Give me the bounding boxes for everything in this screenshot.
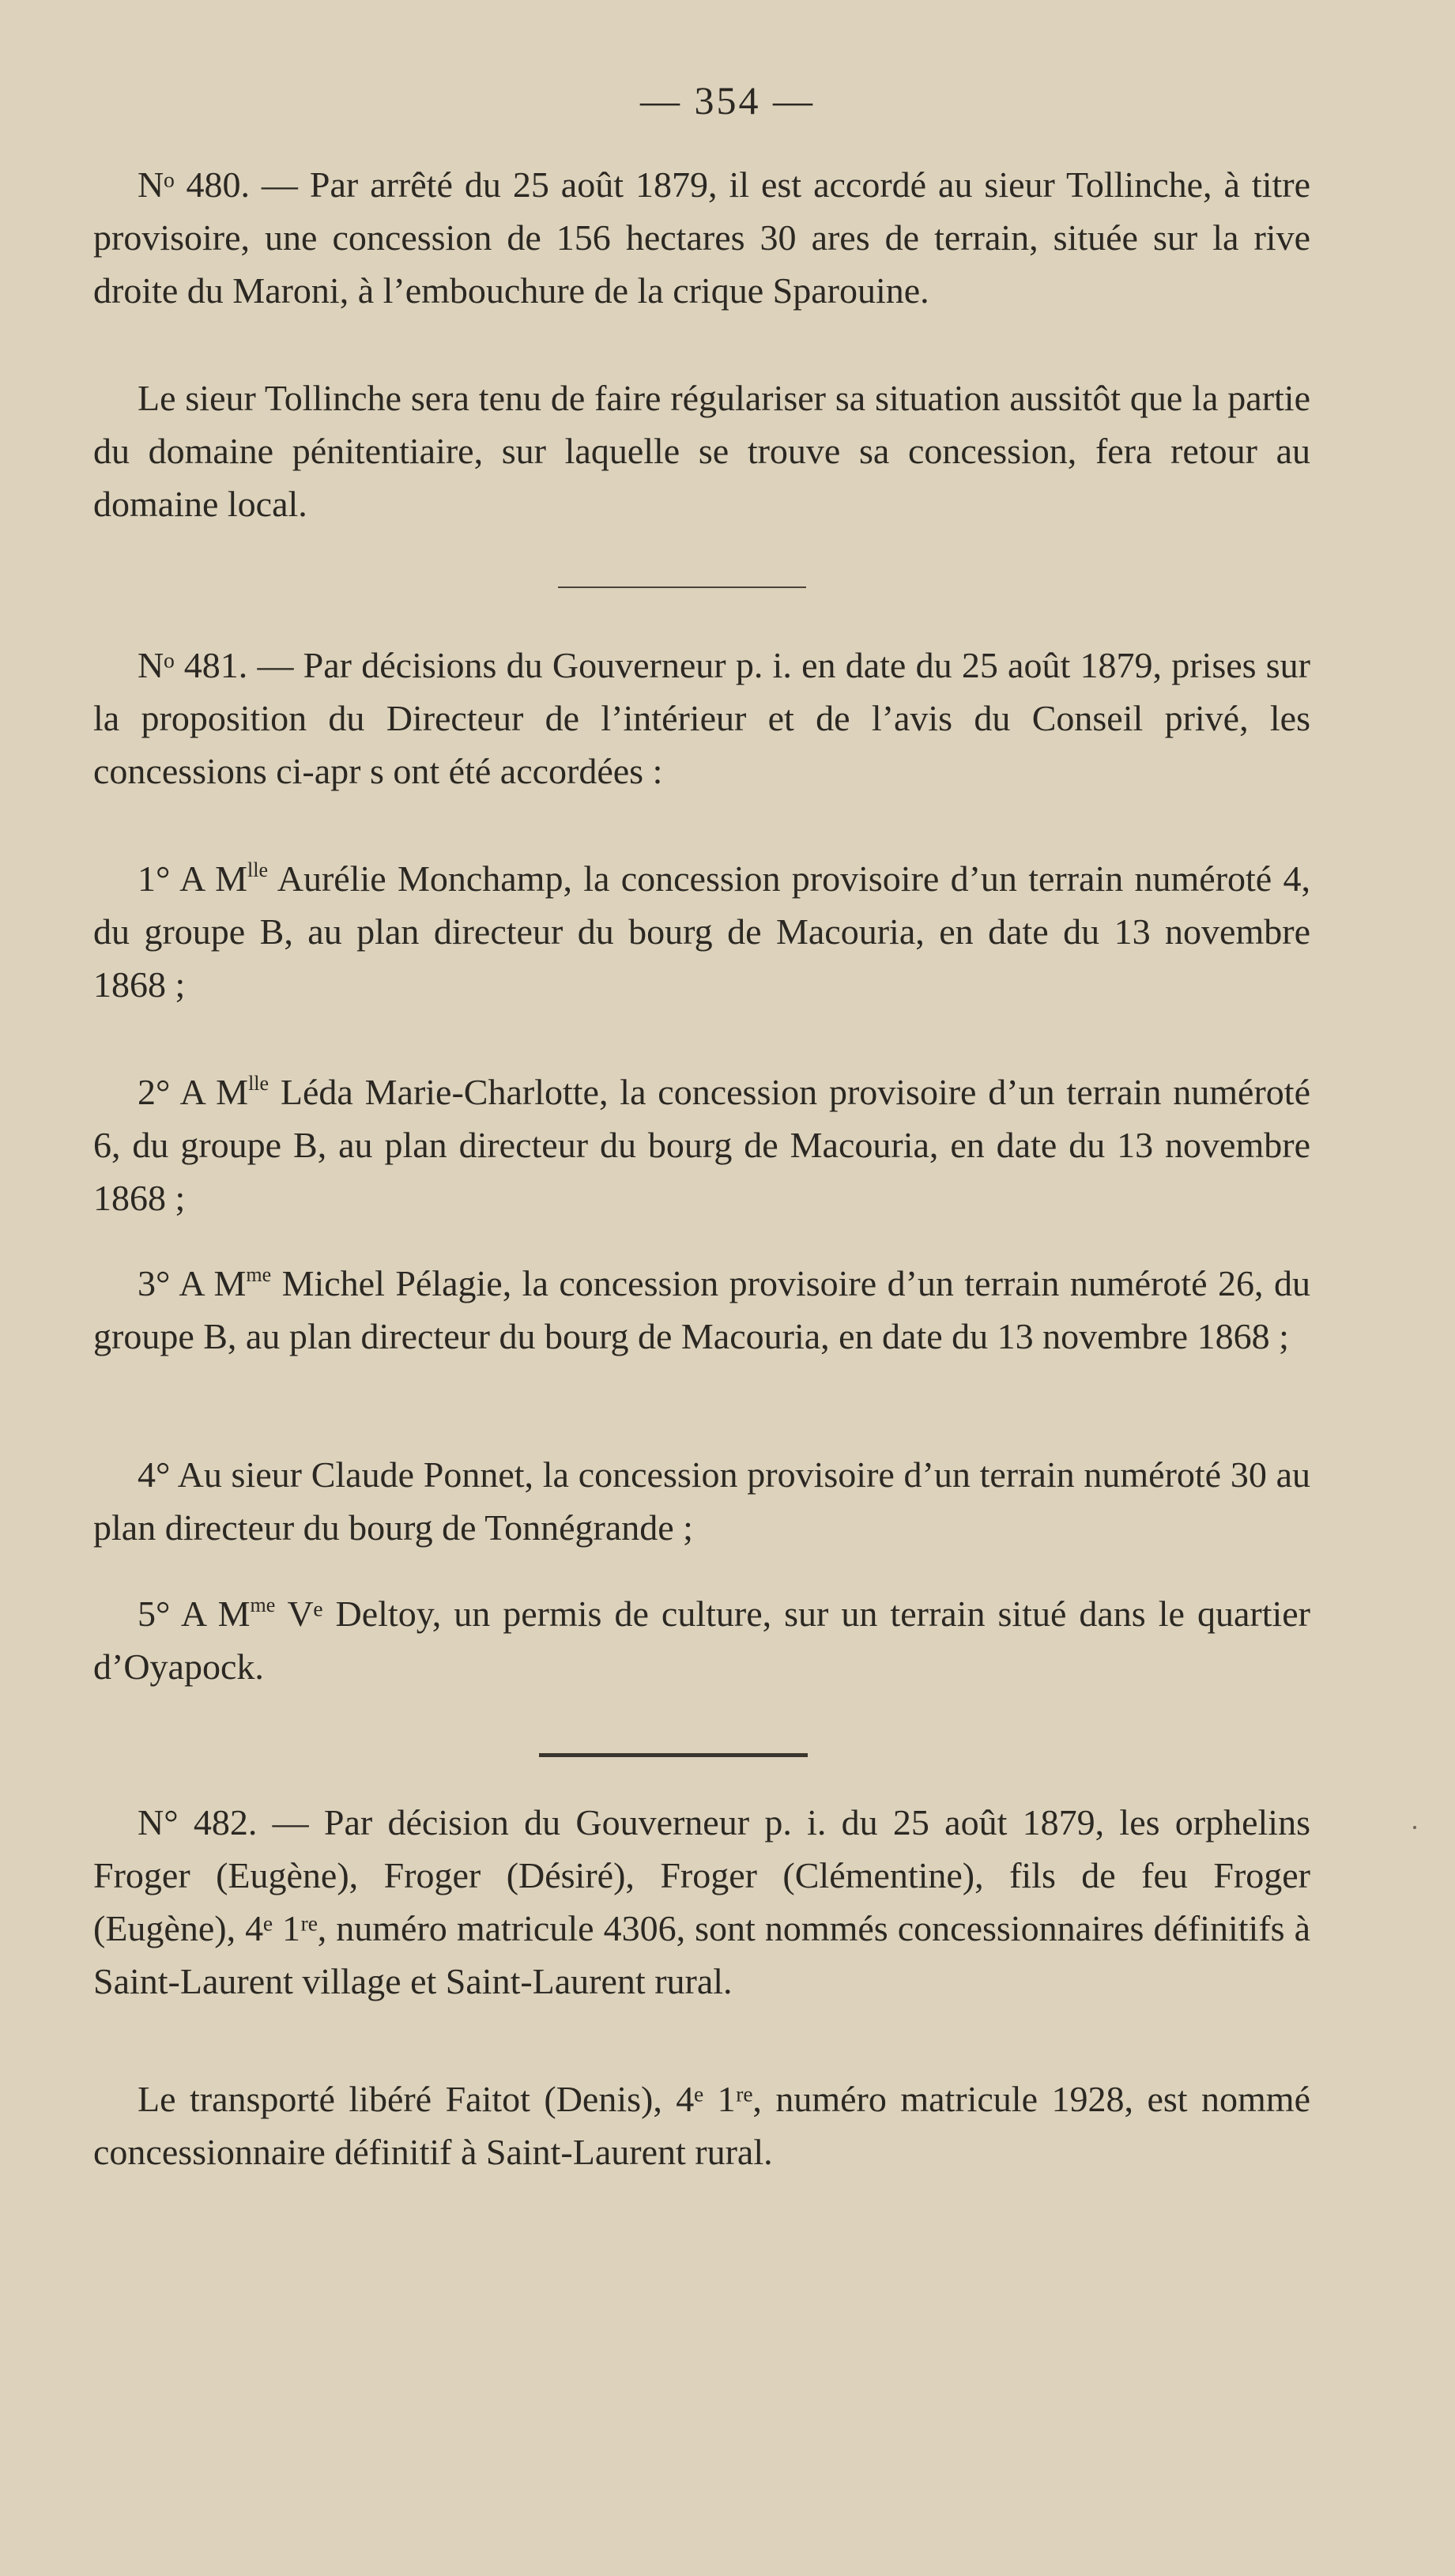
notice-480-paragraph: Nᵒ 480. — Par arrêté du 25 août 1879, il est accordé au sieur Tollinche, à titre provisoire, une concession de 156 hectares 30 ares de terrain, située sur la rive droite du Maroni, à l’embouchure de la crique Sparouine. [93, 164, 1310, 311]
notice-481-paragraph: Nᵒ 481. — Par décisions du Gouverneur p. i. en date du 25 août 1879, prises sur la proposition du Directeur de l’intérieur et de l’avis du Conseil privé, les concessions ci-apr s ont été accordées : [93, 645, 1310, 791]
concession-item-3: 3° A $M^{me}$ Michel Pélagie, la concession provisoire d’un terrain numéroté 26, du groupe B, au plan directeur du bourg de Macouria, en date du 13 novembre 1868 ; [93, 1263, 1310, 1356]
page-number: — 354 — [640, 78, 815, 123]
notice-480-followup: Le sieur Tollinche sera tenu de faire régulariser sa situation aussitôt que la partie du domaine pénitentiaire, sur laquelle se trouve sa concession, fera retour au domaine local. [93, 378, 1310, 524]
section-divider-bold [539, 1753, 808, 1757]
section-divider [558, 586, 806, 588]
concession-item-2: 2° A $M^{lle}$ Léda Marie-Charlotte, la concession provisoire d’un terrain numéroté 6, du groupe B, au plan directeur du bourg de Macouria, en date du 13 novembre 1868 ; [93, 1072, 1310, 1218]
notice-482-followup: Le transporté libéré Faitot (Denis), 4ᵉ 1ʳᵉ, numéro matricule 1928, est nommé concessionnaire définitif à Saint-Laurent rural. [93, 2079, 1310, 2172]
concession-item-5: 5° A $M^{me}$ Vᵉ Deltoy, un permis de culture, sur un terrain situé dans le quartier d’Oyapock. [93, 1593, 1310, 1687]
notice-482-paragraph: N° 482. — Par décision du Gouverneur p. i. du 25 août 1879, les orphelins Froger (Eugène), Froger (Désiré), Froger (Clémentine), fils de feu Froger (Eugène), 4ᵉ 1ʳᵉ, numéro matricule 4306, sont nommés concessionnaires définitifs à Saint-Laurent village et Saint-Laurent rural. [93, 1802, 1310, 2001]
concession-item-1: 1° A $M^{lle}$ Aurélie Monchamp, la concession provisoire d’un terrain numéroté 4, du groupe B, au plan directeur du bourg de Macouria, en date du 13 novembre 1868 ; [93, 858, 1310, 1005]
paper-speck [1413, 1826, 1416, 1829]
concession-item-4: 4° Au sieur Claude Ponnet, la concession provisoire d’un terrain numéroté 30 au plan directeur du bourg de Tonnégrande ; [93, 1454, 1310, 1548]
